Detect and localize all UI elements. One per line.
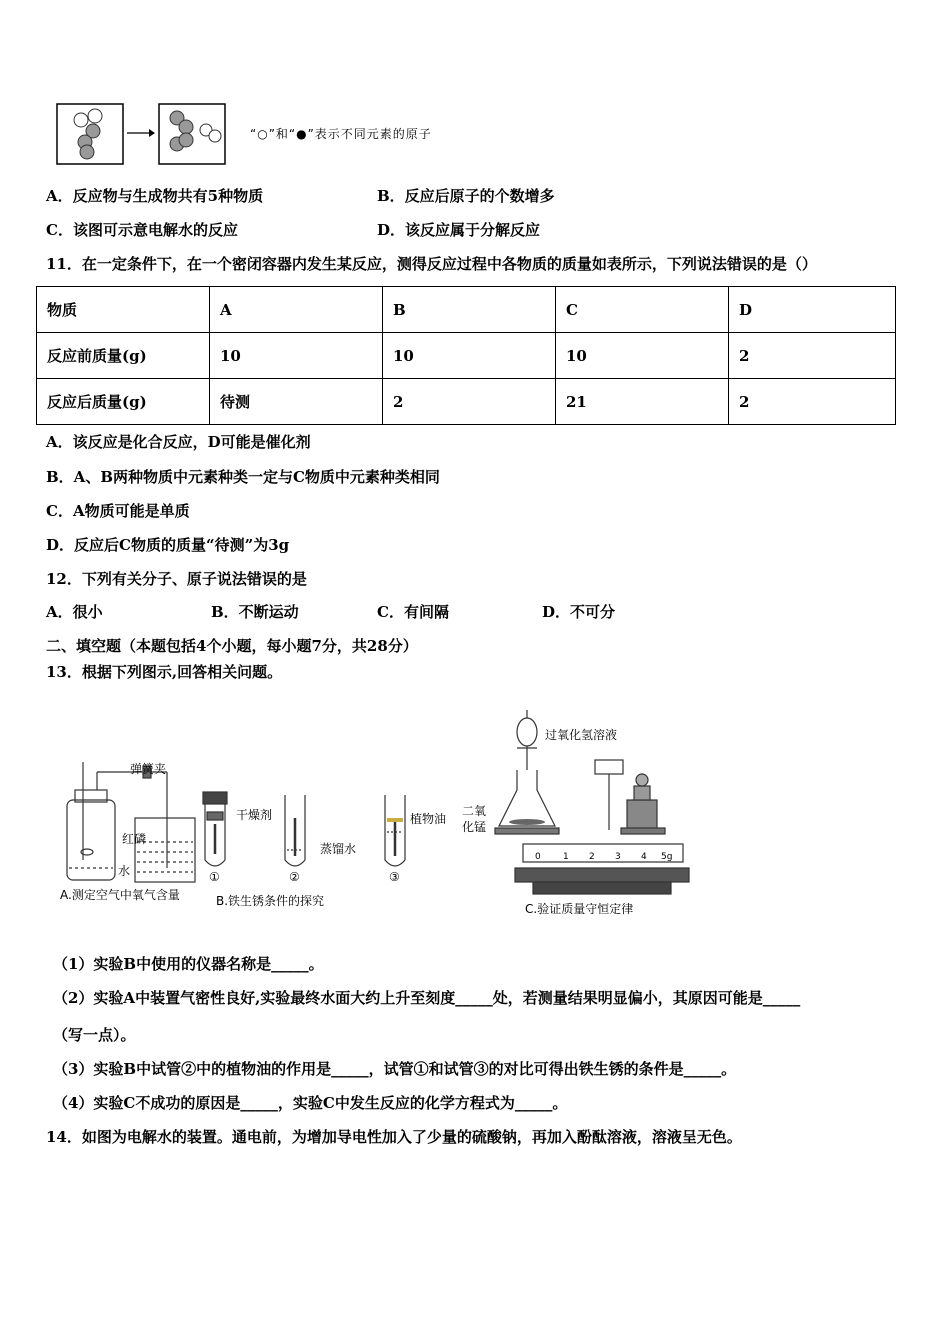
q11-option-d: D．反应后C物质的质量“待测”为3g (46, 536, 290, 554)
q11-option-b: B．A、B两种物质中元素种类一定与C物质中元素种类相同 (46, 468, 440, 486)
q12-stem: 12．下列有关分子、原子说法错误的是 (46, 570, 307, 588)
q12-option-d: D．不可分 (542, 603, 616, 621)
atom-legend: “○”和“●”表示不同元素的原子 (250, 127, 432, 141)
q13-part-2: （2）实验A中装置气密性良好,实验最终水面大约上升至刻度_____处，若测量结果明显偏小，其原因可能是_____ (53, 989, 801, 1007)
h2o2-label: 过氧化氢溶液 (545, 728, 618, 742)
q14-stem: 14．如图为电解水的装置。通电前，为增加导电性加入了少量的硫酸钠，再加入酚酞溶液，溶液呈无色。 (46, 1128, 742, 1146)
table-row (37, 379, 896, 425)
table-cell: 21 (556, 379, 729, 425)
table-cell: C (556, 287, 729, 333)
table-cell: B (383, 287, 556, 333)
caption-b: B.铁生锈条件的探究 (216, 894, 325, 908)
caption-a: A.测定空气中氧气含量 (60, 888, 180, 902)
caption-c: C.验证质量守恒定律 (525, 902, 634, 916)
tube-3-label: ③ (389, 870, 400, 884)
table-cell: D (729, 287, 896, 333)
table-row (37, 333, 896, 379)
q13-part-1: （1）实验B中使用的仪器名称是_____。 (53, 955, 324, 973)
mno2-label-2: 化锰 (462, 820, 487, 834)
table-cell: 2 (729, 379, 896, 425)
table-cell: 反应后质量(g) (37, 379, 210, 425)
distilled-water-label: 蒸馏水 (320, 842, 357, 856)
q12-option-a: A．很小 (46, 603, 103, 621)
q10-option-b: B．反应后原子的个数增多 (377, 187, 555, 205)
table-cell: 10 (210, 333, 383, 379)
q12-option-c: C．有间隔 (377, 603, 449, 621)
table-cell: 2 (729, 333, 896, 379)
table-header-row (37, 287, 896, 333)
reaction-molecule-diagram (55, 100, 235, 168)
scale-tick-label: 2 (589, 852, 595, 862)
q10-option-d: D．该反应属于分解反应 (377, 221, 541, 239)
q12-option-b: B．不断运动 (211, 603, 299, 621)
table-cell: 2 (383, 379, 556, 425)
oil-label: 植物油 (410, 812, 447, 826)
section-heading: 二、填空题（本题包括4个小题，每小题7分，共28分） (46, 637, 418, 655)
q13-part-3: （3）实验B中试管②中的植物油的作用是_____，试管①和试管③的对比可得出铁生锈的条件是_____。 (53, 1060, 737, 1078)
apparatus-a (67, 762, 195, 882)
q13-part-2-continued: （写一点）。 (53, 1026, 136, 1044)
q10-option-a: A．反应物与生成物共有5种物质 (46, 187, 264, 205)
table-cell: 物质 (37, 287, 210, 333)
apparatus-b (203, 792, 405, 866)
tube-2-label: ② (289, 870, 300, 884)
clip-label: 弹簧夹 (130, 762, 167, 776)
scale-tick-label: 3 (615, 852, 621, 862)
q11-option-a: A．该反应是化合反应，D可能是催化剂 (46, 433, 311, 451)
table-cell: 10 (556, 333, 729, 379)
phosphorus-label: 红磷 (122, 832, 147, 846)
scale-tick-label: 1 (563, 852, 569, 862)
table-cell: 待测 (210, 379, 383, 425)
desiccant-label: 干燥剂 (236, 808, 273, 822)
table-cell: A (210, 287, 383, 333)
q10-option-c: C．该图可示意电解水的反应 (46, 221, 238, 239)
tube-1-label: ① (209, 870, 220, 884)
q13-part-4: （4）实验C不成功的原因是_____，实验C中发生反应的化学方程式为_____。 (53, 1094, 568, 1112)
scale-tick-label: 4 (641, 852, 647, 862)
q13-stem: 13．根据下列图示,回答相关问题。 (46, 663, 283, 681)
table-cell: 10 (383, 333, 556, 379)
mno2-label-1: 二氧 (462, 804, 487, 818)
scale-tick-label: 0 (535, 852, 541, 862)
scale-tick-label: 5g (661, 852, 673, 862)
q11-stem: 11．在一定条件下，在一个密闭容器内发生某反应，测得反应过程中各物质的质量如表所示，下列说法错误的是（） (46, 255, 817, 273)
water-label: 水 (118, 864, 131, 878)
table-cell: 反应前质量(g) (37, 333, 210, 379)
q11-option-c: C．A物质可能是单质 (46, 502, 190, 520)
mass-table (36, 286, 896, 425)
